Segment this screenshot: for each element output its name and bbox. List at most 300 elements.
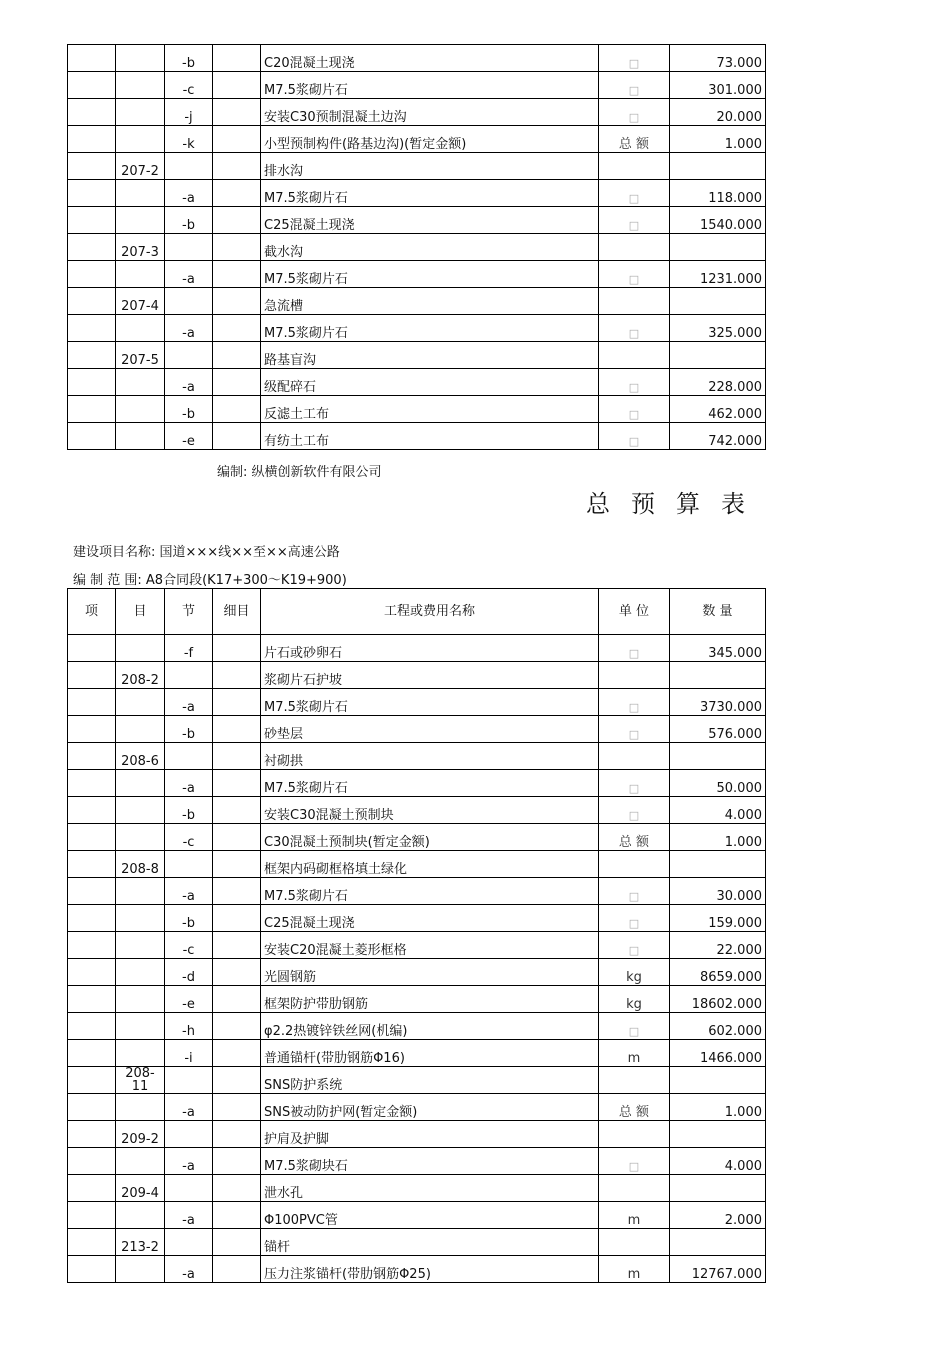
item-name-cell: C25混凝土现浇 — [261, 905, 599, 932]
item-jie-cell — [165, 234, 213, 261]
item-xiang-cell — [68, 180, 116, 207]
item-name-cell: 急流槽 — [261, 288, 599, 315]
item-ximu-cell — [213, 1121, 261, 1148]
item-qty-cell — [670, 1175, 766, 1202]
item-qty-cell: 3730.000 — [670, 689, 766, 716]
item-name-cell: M7.5浆砌片石 — [261, 878, 599, 905]
item-mu-cell — [116, 1040, 165, 1067]
item-xiang-cell — [68, 261, 116, 288]
table-row — [68, 824, 766, 851]
table-row — [68, 342, 766, 369]
item-qty-cell: 1.000 — [670, 126, 766, 153]
item-mu-cell — [116, 716, 165, 743]
table-row — [68, 288, 766, 315]
item-unit-cell: □ — [599, 905, 670, 932]
item-xiang-cell — [68, 635, 116, 662]
item-ximu-cell — [213, 1067, 261, 1094]
item-ximu-cell — [213, 662, 261, 689]
item-ximu-cell — [213, 261, 261, 288]
item-ximu-cell — [213, 851, 261, 878]
item-jie-cell: -b — [165, 716, 213, 743]
compile-scope: 编 制 范 围: A8合同段(K17+300～K19+900) — [73, 573, 347, 588]
item-unit-cell: □ — [599, 72, 670, 99]
table-row — [68, 1148, 766, 1175]
item-qty-cell — [670, 743, 766, 770]
item-ximu-cell — [213, 207, 261, 234]
item-ximu-cell — [213, 878, 261, 905]
table-row — [68, 1067, 766, 1094]
item-ximu-cell — [213, 1256, 261, 1283]
item-unit-cell: 总 额 — [599, 1094, 670, 1121]
item-jie-cell: -c — [165, 932, 213, 959]
item-mu-cell — [116, 905, 165, 932]
item-jie-cell: -e — [165, 986, 213, 1013]
item-mu-cell — [116, 369, 165, 396]
item-qty-cell: 159.000 — [670, 905, 766, 932]
item-jie-cell: -e — [165, 423, 213, 450]
item-ximu-cell — [213, 986, 261, 1013]
table-row — [68, 905, 766, 932]
item-ximu-cell — [213, 932, 261, 959]
item-unit-cell — [599, 153, 670, 180]
item-qty-cell: 22.000 — [670, 932, 766, 959]
item-ximu-cell — [213, 153, 261, 180]
item-unit-cell — [599, 1067, 670, 1094]
table-row — [68, 635, 766, 662]
item-jie-cell — [165, 851, 213, 878]
item-xiang-cell — [68, 1121, 116, 1148]
item-qty-cell: 12767.000 — [670, 1256, 766, 1283]
item-unit-cell — [599, 851, 670, 878]
item-name-cell: 截水沟 — [261, 234, 599, 261]
item-qty-cell: 2.000 — [670, 1202, 766, 1229]
item-ximu-cell — [213, 743, 261, 770]
item-ximu-cell — [213, 824, 261, 851]
item-name-cell: 安装C20混凝土菱形框格 — [261, 932, 599, 959]
item-unit-cell: □ — [599, 369, 670, 396]
item-jie-cell: -a — [165, 315, 213, 342]
item-unit-cell: kg — [599, 959, 670, 986]
item-ximu-cell — [213, 315, 261, 342]
item-unit-cell: kg — [599, 986, 670, 1013]
budget-table-top — [67, 44, 766, 450]
item-qty-cell: 20.000 — [670, 99, 766, 126]
item-mu-cell: 208-11 — [116, 1067, 165, 1094]
item-unit-cell — [599, 342, 670, 369]
item-qty-cell: 118.000 — [670, 180, 766, 207]
item-mu-cell — [116, 423, 165, 450]
item-ximu-cell — [213, 369, 261, 396]
item-jie-cell — [165, 1175, 213, 1202]
item-ximu-cell — [213, 342, 261, 369]
item-mu-cell: 213-2 — [116, 1229, 165, 1256]
item-jie-cell — [165, 1229, 213, 1256]
item-xiang-cell — [68, 851, 116, 878]
table-row — [68, 234, 766, 261]
table-row — [68, 180, 766, 207]
item-mu-cell — [116, 635, 165, 662]
item-unit-cell: □ — [599, 797, 670, 824]
item-qty-cell — [670, 1229, 766, 1256]
item-name-cell: 砂垫层 — [261, 716, 599, 743]
table-row — [68, 743, 766, 770]
item-name-cell: SNS被动防护网(暂定金额) — [261, 1094, 599, 1121]
item-unit-cell: 总 额 — [599, 126, 670, 153]
item-jie-cell — [165, 1067, 213, 1094]
item-xiang-cell — [68, 99, 116, 126]
item-mu-cell: 208-6 — [116, 743, 165, 770]
item-jie-cell: -a — [165, 369, 213, 396]
item-mu-cell — [116, 1013, 165, 1040]
table-row — [68, 99, 766, 126]
item-name-cell: 安装C30混凝土预制块 — [261, 797, 599, 824]
item-mu-cell — [116, 932, 165, 959]
item-xiang-cell — [68, 1067, 116, 1094]
item-mu-cell: 208-8 — [116, 851, 165, 878]
item-ximu-cell — [213, 689, 261, 716]
item-qty-cell: 4.000 — [670, 797, 766, 824]
item-xiang-cell — [68, 72, 116, 99]
item-qty-cell: 1.000 — [670, 1094, 766, 1121]
item-xiang-cell — [68, 342, 116, 369]
item-mu-cell — [116, 986, 165, 1013]
item-xiang-cell — [68, 824, 116, 851]
item-xiang-cell — [68, 369, 116, 396]
table-row — [68, 153, 766, 180]
item-mu-cell — [116, 72, 165, 99]
item-mu-cell: 207-4 — [116, 288, 165, 315]
item-mu-cell: 207-5 — [116, 342, 165, 369]
item-mu-cell — [116, 396, 165, 423]
item-qty-cell: 18602.000 — [670, 986, 766, 1013]
item-mu-cell — [116, 180, 165, 207]
item-name-cell: C25混凝土现浇 — [261, 207, 599, 234]
item-qty-cell — [670, 288, 766, 315]
item-jie-cell: -d — [165, 959, 213, 986]
item-name-cell: 衬砌拱 — [261, 743, 599, 770]
item-jie-cell: -c — [165, 72, 213, 99]
item-mu-cell — [116, 1202, 165, 1229]
item-unit-cell: □ — [599, 689, 670, 716]
table-row — [68, 878, 766, 905]
item-ximu-cell — [213, 126, 261, 153]
table-row — [68, 689, 766, 716]
item-name-cell: 安装C30预制混凝土边沟 — [261, 99, 599, 126]
item-name-cell: 反滤土工布 — [261, 396, 599, 423]
item-unit-cell: □ — [599, 716, 670, 743]
header-ximu: 细目 — [213, 589, 261, 635]
item-mu-cell — [116, 878, 165, 905]
item-ximu-cell — [213, 45, 261, 72]
item-xiang-cell — [68, 423, 116, 450]
item-ximu-cell — [213, 72, 261, 99]
item-ximu-cell — [213, 180, 261, 207]
item-jie-cell: -a — [165, 770, 213, 797]
item-name-cell: SNS防护系统 — [261, 1067, 599, 1094]
item-unit-cell: □ — [599, 180, 670, 207]
item-jie-cell: -a — [165, 1148, 213, 1175]
item-name-cell: C20混凝土现浇 — [261, 45, 599, 72]
item-qty-cell: 1540.000 — [670, 207, 766, 234]
item-unit-cell: □ — [599, 770, 670, 797]
item-unit-cell: □ — [599, 315, 670, 342]
item-ximu-cell — [213, 1148, 261, 1175]
item-xiang-cell — [68, 689, 116, 716]
item-qty-cell: 325.000 — [670, 315, 766, 342]
item-name-cell: 框架内码砌框格填土绿化 — [261, 851, 599, 878]
item-xiang-cell — [68, 1175, 116, 1202]
item-xiang-cell — [68, 1094, 116, 1121]
item-ximu-cell — [213, 959, 261, 986]
item-name-cell: φ2.2热镀锌铁丝网(机编) — [261, 1013, 599, 1040]
item-xiang-cell — [68, 986, 116, 1013]
item-mu-cell: 209-2 — [116, 1121, 165, 1148]
item-jie-cell: -b — [165, 396, 213, 423]
item-mu-cell: 209-4 — [116, 1175, 165, 1202]
table-row — [68, 1229, 766, 1256]
item-unit-cell: □ — [599, 932, 670, 959]
table-row — [68, 261, 766, 288]
item-name-cell: M7.5浆砌片石 — [261, 72, 599, 99]
table-row — [68, 932, 766, 959]
item-ximu-cell — [213, 905, 261, 932]
item-mu-cell — [116, 261, 165, 288]
item-ximu-cell — [213, 99, 261, 126]
item-jie-cell: -a — [165, 1256, 213, 1283]
item-ximu-cell — [213, 423, 261, 450]
item-qty-cell — [670, 342, 766, 369]
item-xiang-cell — [68, 396, 116, 423]
item-ximu-cell — [213, 234, 261, 261]
item-xiang-cell — [68, 878, 116, 905]
item-jie-cell: -c — [165, 824, 213, 851]
item-name-cell: 片石或砂卵石 — [261, 635, 599, 662]
item-xiang-cell — [68, 1229, 116, 1256]
compiler-footer: 编制: 纵横创新软件有限公司 — [217, 465, 382, 480]
item-name-cell: 泄水孔 — [261, 1175, 599, 1202]
item-unit-cell: □ — [599, 45, 670, 72]
item-xiang-cell — [68, 662, 116, 689]
budget-table-main — [67, 588, 766, 1283]
item-mu-cell — [116, 315, 165, 342]
item-unit-cell — [599, 1121, 670, 1148]
item-qty-cell: 301.000 — [670, 72, 766, 99]
item-unit-cell: m — [599, 1040, 670, 1067]
table-row — [68, 986, 766, 1013]
item-unit-cell: □ — [599, 1013, 670, 1040]
item-xiang-cell — [68, 234, 116, 261]
item-qty-cell: 228.000 — [670, 369, 766, 396]
item-name-cell: 光圆钢筋 — [261, 959, 599, 986]
item-ximu-cell — [213, 770, 261, 797]
item-ximu-cell — [213, 1202, 261, 1229]
item-jie-cell: -a — [165, 261, 213, 288]
item-jie-cell: -b — [165, 905, 213, 932]
item-jie-cell: -a — [165, 180, 213, 207]
item-xiang-cell — [68, 126, 116, 153]
item-name-cell: 锚杆 — [261, 1229, 599, 1256]
item-qty-cell: 1466.000 — [670, 1040, 766, 1067]
item-jie-cell: -a — [165, 689, 213, 716]
item-name-cell: 浆砌片石护坡 — [261, 662, 599, 689]
project-name: 建设项目名称: 国道×××线××至××高速公路 — [73, 545, 340, 560]
table-row — [68, 72, 766, 99]
item-unit-cell — [599, 662, 670, 689]
item-xiang-cell — [68, 45, 116, 72]
item-name-cell: M7.5浆砌片石 — [261, 180, 599, 207]
item-ximu-cell — [213, 635, 261, 662]
item-qty-cell — [670, 153, 766, 180]
item-unit-cell: □ — [599, 261, 670, 288]
item-qty-cell — [670, 1121, 766, 1148]
item-name-cell: M7.5浆砌片石 — [261, 315, 599, 342]
item-qty-cell — [670, 234, 766, 261]
header-name: 工程或费用名称 — [261, 589, 599, 635]
item-name-cell: 有纺土工布 — [261, 423, 599, 450]
item-jie-cell: -b — [165, 797, 213, 824]
item-xiang-cell — [68, 932, 116, 959]
item-unit-cell: m — [599, 1202, 670, 1229]
item-name-cell: 护肩及护脚 — [261, 1121, 599, 1148]
item-xiang-cell — [68, 905, 116, 932]
item-name-cell: 路基盲沟 — [261, 342, 599, 369]
item-qty-cell — [670, 851, 766, 878]
item-unit-cell: □ — [599, 207, 670, 234]
item-xiang-cell — [68, 315, 116, 342]
item-unit-cell — [599, 1229, 670, 1256]
item-ximu-cell — [213, 716, 261, 743]
table-row — [68, 423, 766, 450]
header-xiang: 项 — [68, 589, 116, 635]
item-jie-cell — [165, 342, 213, 369]
table-row — [68, 797, 766, 824]
header-mu: 目 — [116, 589, 165, 635]
table-row — [68, 716, 766, 743]
item-xiang-cell — [68, 959, 116, 986]
item-ximu-cell — [213, 396, 261, 423]
table-row — [68, 851, 766, 878]
item-qty-cell: 8659.000 — [670, 959, 766, 986]
item-unit-cell: □ — [599, 635, 670, 662]
item-mu-cell — [116, 797, 165, 824]
item-xiang-cell — [68, 1040, 116, 1067]
item-qty-cell — [670, 1067, 766, 1094]
item-name-cell: 压力注浆锚杆(带肋钢筋Φ25) — [261, 1256, 599, 1283]
table-header-row — [68, 589, 766, 635]
item-unit-cell: m — [599, 1256, 670, 1283]
table-row — [68, 369, 766, 396]
item-ximu-cell — [213, 1040, 261, 1067]
item-xiang-cell — [68, 153, 116, 180]
header-qty: 数 量 — [670, 589, 766, 635]
table-row — [68, 396, 766, 423]
page-title: 总预算表 — [586, 490, 766, 518]
item-ximu-cell — [213, 1229, 261, 1256]
table-row — [68, 662, 766, 689]
item-mu-cell — [116, 207, 165, 234]
item-mu-cell — [116, 45, 165, 72]
item-jie-cell — [165, 743, 213, 770]
item-qty-cell: 30.000 — [670, 878, 766, 905]
item-jie-cell: -a — [165, 1202, 213, 1229]
item-mu-cell — [116, 770, 165, 797]
item-ximu-cell — [213, 797, 261, 824]
table-row — [68, 770, 766, 797]
item-name-cell: 排水沟 — [261, 153, 599, 180]
item-jie-cell: -k — [165, 126, 213, 153]
table-row — [68, 207, 766, 234]
item-mu-cell: 207-2 — [116, 153, 165, 180]
item-unit-cell: 总 额 — [599, 824, 670, 851]
item-qty-cell: 1231.000 — [670, 261, 766, 288]
item-ximu-cell — [213, 1175, 261, 1202]
item-xiang-cell — [68, 716, 116, 743]
item-name-cell: M7.5浆砌片石 — [261, 261, 599, 288]
item-xiang-cell — [68, 1148, 116, 1175]
item-name-cell: Φ100PVC管 — [261, 1202, 599, 1229]
table-row — [68, 1202, 766, 1229]
item-xiang-cell — [68, 1013, 116, 1040]
item-jie-cell — [165, 662, 213, 689]
item-mu-cell — [116, 99, 165, 126]
table-row — [68, 959, 766, 986]
item-qty-cell: 4.000 — [670, 1148, 766, 1175]
item-ximu-cell — [213, 288, 261, 315]
item-mu-cell — [116, 1094, 165, 1121]
item-mu-cell: 207-3 — [116, 234, 165, 261]
item-jie-cell: -i — [165, 1040, 213, 1067]
item-name-cell: 普通锚杆(带肋钢筋Φ16) — [261, 1040, 599, 1067]
item-qty-cell: 742.000 — [670, 423, 766, 450]
item-unit-cell — [599, 234, 670, 261]
item-unit-cell: □ — [599, 396, 670, 423]
item-qty-cell: 50.000 — [670, 770, 766, 797]
item-unit-cell — [599, 1175, 670, 1202]
table-row — [68, 1094, 766, 1121]
item-mu-cell — [116, 1256, 165, 1283]
item-xiang-cell — [68, 288, 116, 315]
item-jie-cell: -f — [165, 635, 213, 662]
item-mu-cell — [116, 126, 165, 153]
header-unit: 单 位 — [599, 589, 670, 635]
item-unit-cell — [599, 743, 670, 770]
item-jie-cell — [165, 153, 213, 180]
item-jie-cell: -b — [165, 45, 213, 72]
item-xiang-cell — [68, 1256, 116, 1283]
table-row — [68, 126, 766, 153]
item-qty-cell: 462.000 — [670, 396, 766, 423]
item-mu-cell — [116, 824, 165, 851]
item-name-cell: M7.5浆砌块石 — [261, 1148, 599, 1175]
item-xiang-cell — [68, 207, 116, 234]
item-name-cell: C30混凝土预制块(暂定金额) — [261, 824, 599, 851]
item-qty-cell: 73.000 — [670, 45, 766, 72]
item-ximu-cell — [213, 1094, 261, 1121]
item-qty-cell: 576.000 — [670, 716, 766, 743]
item-mu-cell — [116, 689, 165, 716]
item-name-cell: 小型预制构件(路基边沟)(暂定金额) — [261, 126, 599, 153]
item-jie-cell: -a — [165, 1094, 213, 1121]
item-unit-cell: □ — [599, 99, 670, 126]
item-mu-cell: 208-2 — [116, 662, 165, 689]
item-unit-cell: □ — [599, 423, 670, 450]
header-jie: 节 — [165, 589, 213, 635]
item-mu-cell — [116, 959, 165, 986]
item-ximu-cell — [213, 1013, 261, 1040]
item-name-cell: M7.5浆砌片石 — [261, 689, 599, 716]
item-unit-cell: □ — [599, 878, 670, 905]
table-row — [68, 1013, 766, 1040]
